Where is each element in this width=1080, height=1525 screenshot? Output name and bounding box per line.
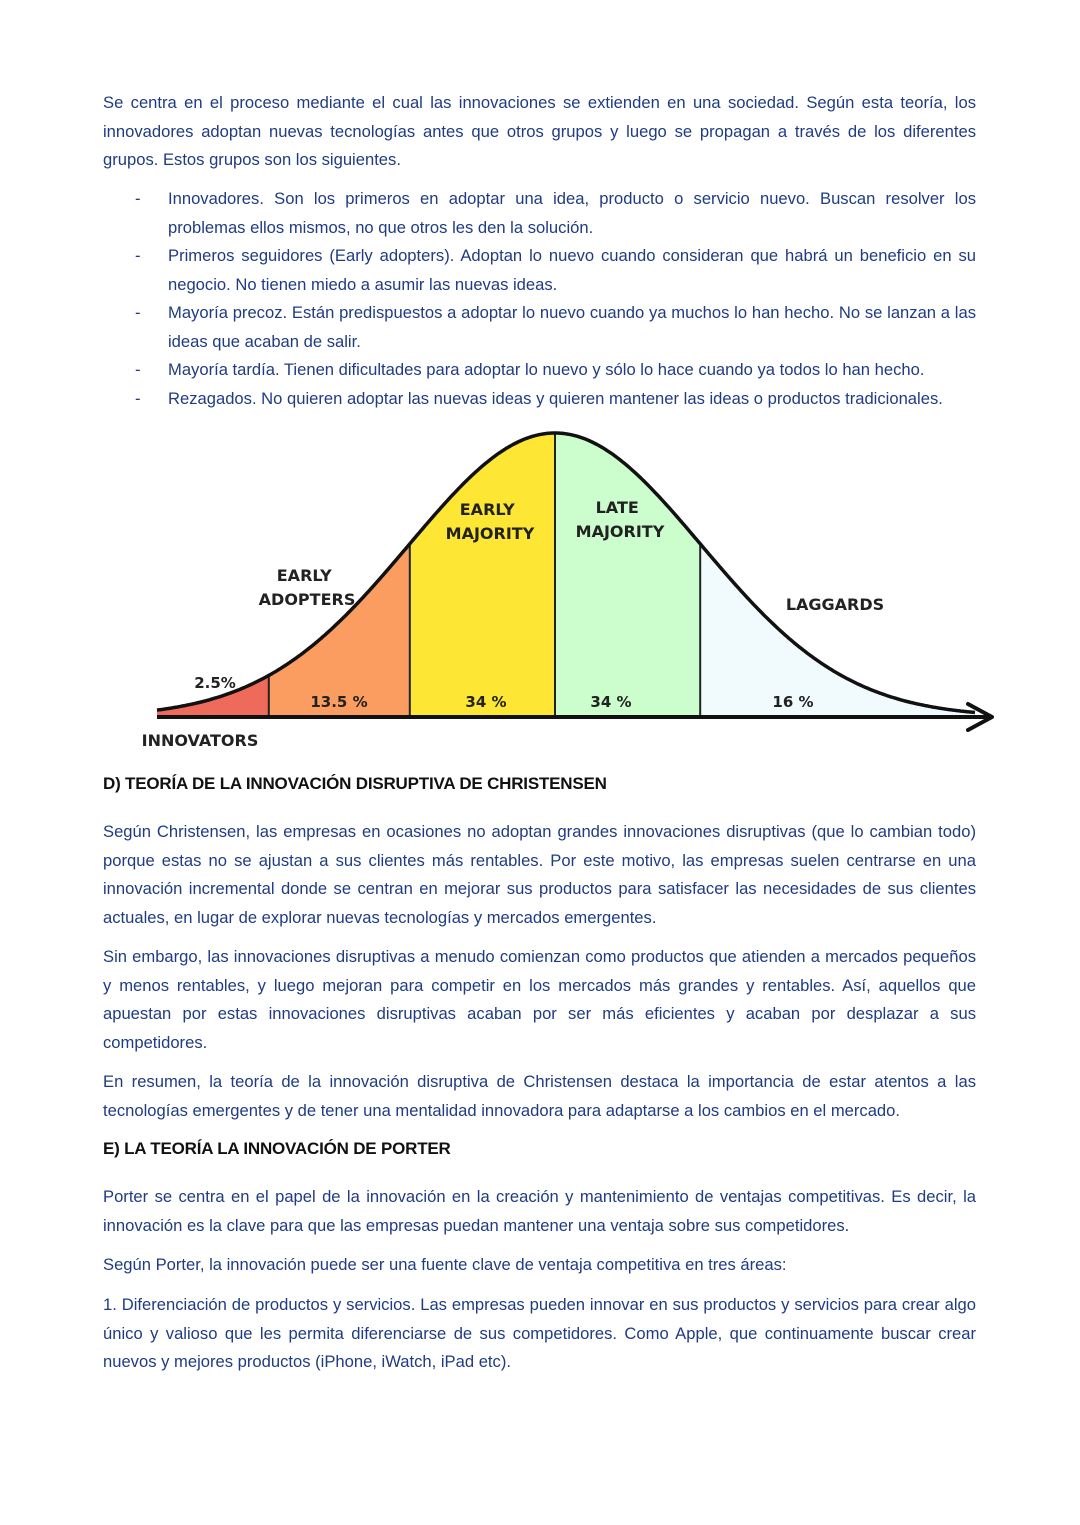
intro-paragraph: Se centra en el proceso mediante el cual las innovaciones se extienden en una sociedad. Según esta teoría, los innovadores adoptan nuevas tecnologías antes que otros grupos y luego se propagan a través de los diferentes grupos. Estos grupos son los siguientes. [103, 93, 976, 169]
section-d-heading: D) TEORÍA DE LA INNOVACIÓN DISRUPTIVA DE CHRISTENSEN [103, 774, 607, 793]
list-item [103, 385, 976, 414]
laggards-label: LAGGARDS [785, 595, 885, 614]
section-e-paragraph: 1. Diferenciación de productos y servicios. Las empresas pueden innovar en sus productos y servicios para crear algo único y valioso que les permita diferenciarse de sus competidores. Como Apple, que continuamente buscar crear nuevos y mejores productos (iPhone, iWatch, iPad etc). [103, 1295, 976, 1371]
innovators-percent-label: 2.5% [194, 674, 236, 692]
innovators-label: INNOVATORS [141, 731, 259, 750]
segment-area-early-majority [410, 433, 555, 717]
list-item [103, 185, 976, 242]
list-item-text: Innovadores. Son los primeros en adoptar una idea, producto o servicio nuevo. Buscan resolver los problemas ellos mismos, no que otros les den la solución. [168, 189, 976, 237]
bullet-dash: - [135, 303, 141, 322]
section-e-paragraph: Porter se centra en el papel de la innovación en la creación y mantenimiento de ventajas competitivas. Es decir, la innovación es la clave para que las empresas puedan mantener una ventaja sobre sus competidores. [103, 1187, 976, 1235]
bullet-dash: - [135, 360, 141, 379]
diffusion-curve-figure [135, 425, 1005, 760]
list-item-text: Rezagados. No quieren adoptar las nuevas ideas y quieren mantener las ideas o productos tradicionales. [168, 388, 943, 408]
section-d-paragraph: Sin embargo, las innovaciones disruptivas a menudo comienzan como productos que atienden a mercados pequeños y menos rentables, y luego mejoran para competir en los mercados más grandes y rentables. Así, aquellos que apuestan por estas innovaciones disruptivas acaban por ser más eficientes y acaban por desplazar a sus competidores. [103, 947, 976, 1052]
section-e-paragraph: Según Porter, la innovación puede ser una fuente clave de ventaja competitiva en tres áreas: [103, 1255, 787, 1274]
late-majority-label: LATE MAJORITY [575, 498, 665, 541]
section-e-heading: E) LA TEORÍA LA INNOVACIÓN DE PORTER [103, 1139, 451, 1158]
bullet-dash: - [135, 246, 141, 265]
bullet-dash: - [135, 388, 141, 408]
section-d-paragraph: En resumen, la teoría de la innovación disruptiva de Christensen destaca la importancia de estar atentos a las tecnologías emergentes y de tener una mentalidad innovadora para adaptarse a los cambios en el mercado. [103, 1072, 976, 1120]
laggards-percent-label: 16 % [772, 693, 814, 711]
list-item [103, 299, 976, 356]
segment-area-laggards [700, 544, 975, 717]
list-item [103, 242, 976, 299]
list-item-text: Primeros seguidores (Early adopters). Adoptan lo nuevo cuando consideran que habrá un beneficio en su negocio. No tienen miedo a asumir las nuevas ideas. [168, 246, 976, 294]
list-item-text: Mayoría tardía. Tienen dificultades para adoptar lo nuevo y sólo lo hace cuando ya todos lo han hecho. [168, 360, 925, 379]
early-majority-percent-label: 34 % [465, 693, 507, 711]
list-item-text: Mayoría precoz. Están predispuestos a adoptar lo nuevo cuando ya muchos lo han hecho. No se lanzan a las ideas que acaban de salir. [168, 303, 976, 351]
early-adopters-label: EARLY ADOPTERS [258, 566, 356, 609]
early-majority-label: EARLY MAJORITY [445, 500, 535, 543]
early-adopters-percent-label: 13.5 % [310, 693, 368, 711]
segment-area-late-majority [555, 433, 700, 717]
list-item [103, 356, 976, 385]
late-majority-percent-label: 34 % [590, 693, 632, 711]
adopter-groups-list [103, 185, 976, 413]
diffusion-curve-chart [135, 425, 1005, 760]
bullet-dash: - [135, 189, 141, 208]
section-d-paragraph: Según Christensen, las empresas en ocasiones no adoptan grandes innovaciones disruptivas (que lo cambian todo) porque estas no se ajustan a sus clientes más rentables. Por este motivo, las empresas suelen centrarse en una innovación incremental donde se centran en mejorar sus productos para satisfacer las necesidades de sus clientes actuales, en lugar de explorar nuevas tecnologías y mercados emergentes. [103, 822, 976, 927]
